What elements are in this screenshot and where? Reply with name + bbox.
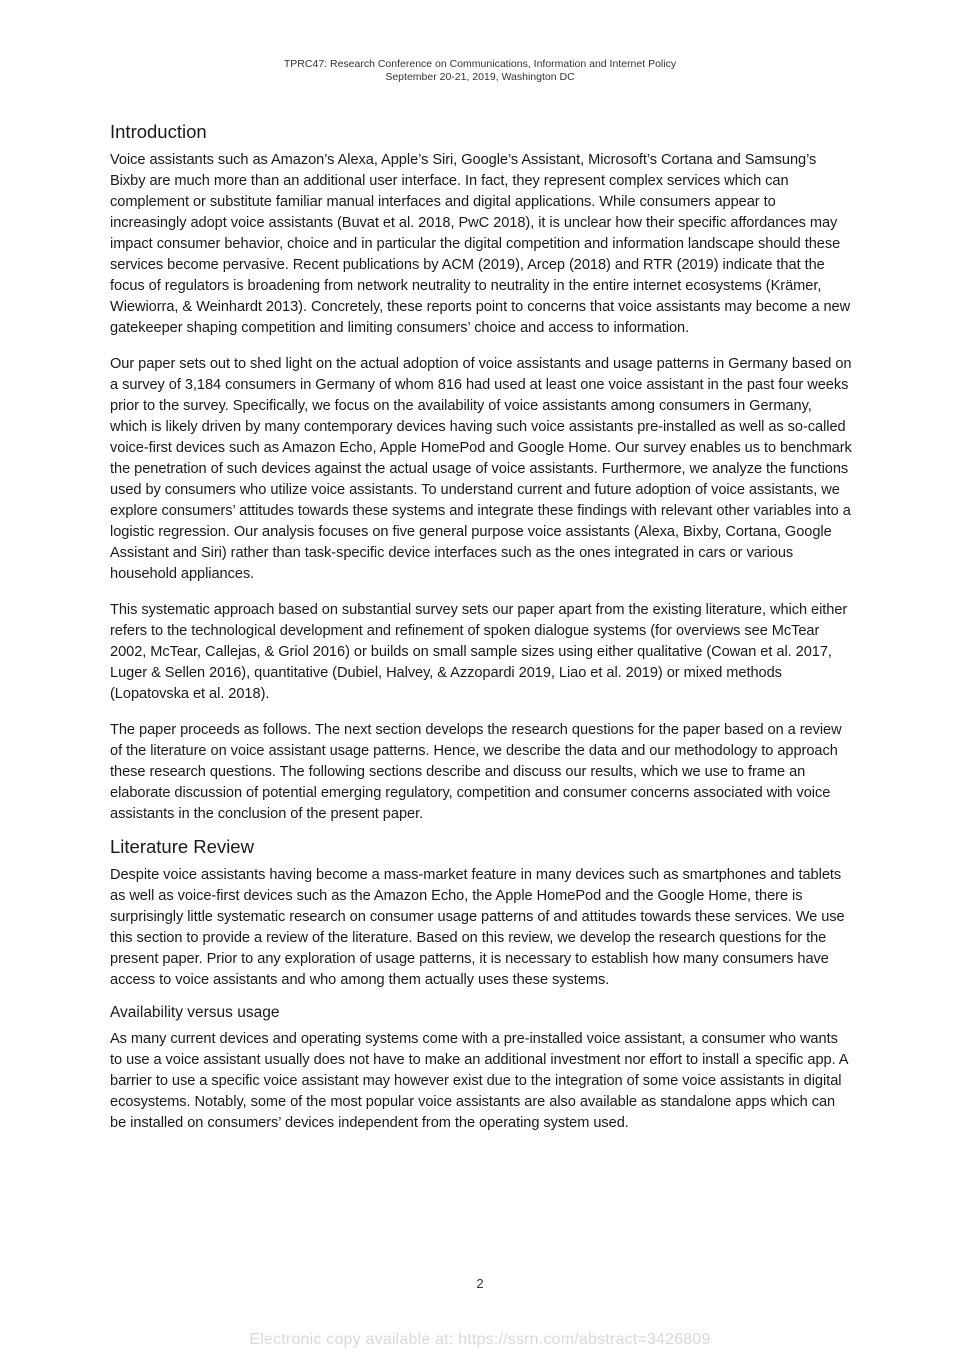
availability-subheading: Availability versus usage — [110, 1004, 280, 1021]
page-number: 2 — [476, 1276, 484, 1291]
introduction-paragraph-1: Voice assistants such as Amazon’s Alexa, Apple’s Siri, Google’s Assistant, Microsoft’s Cortana and Samsung’s Bixby are much more than an additional user interface. In fact, they represent complex services which can complement or substitute familiar manual interfaces and digital applications. While consumers appear to increasingly adopt voice assistants (Buvat et al. 2018, PwC 2018), it is unclear how their specific affordances may impact consumer behavior, choice and in particular the digital competition and information landscape should these services become pervasive. Recent publications by ACM (2019), Arcep (2018) and RTR (2019) indicate that the focus of regulators is broadening from network neutrality to neutrality in the entire internet ecosystems (Krämer, Wiewiorra, & Weinhardt 2013). Concretely, these reports point to concerns that voice assistants may become a new gatekeeper shaping competition and limiting consumers’ choice and access to information. — [110, 152, 851, 336]
header-conference-date: September 20-21, 2019, Washington DC — [385, 71, 575, 83]
introduction-paragraph-2: Our paper sets out to shed light on the actual adoption of voice assistants and usage patterns in Germany based on a survey of 3,184 consumers in Germany of whom 816 had used at least one voice assistant in the past four weeks prior to the survey. Specifically, we focus on the availability of voice assistants among consumers in Germany, which is likely driven by many contemporary devices having such voice assistants pre-installed as well as so-called voice-first devices such as Amazon Echo, Apple HomePod and Google Home. Our survey enables us to benchmark the penetration of such devices against the actual usage of voice assistants. Furthermore, we analyze the functions used by consumers who utilize voice assistants. To understand current and future adoption of voice assistants, we explore consumers’ attitudes towards these systems and integrate these findings with relevant other variables into a logistic regression. Our analysis focuses on five general purpose voice assistants (Alexa, Bixby, Cortana, Google Assistant and Siri) rather than task-specific device interfaces such as the ones integrated in cars or various household appliances. — [110, 356, 852, 582]
introduction-paragraph-3: This systematic approach based on substantial survey sets our paper apart from the existing literature, which either refers to the technological development and refinement of spoken dialogue systems (for overviews see McTear 2002, McTear, Callejas, & Griol 2016) or builds on small sample sizes using either qualitative (Cowan et al. 2017, Luger & Sellen 2016), quantitative (Dubiel, Halvey, & Azzopardi 2019, Liao et al. 2019) or mixed methods (Lopatovska et al. 2018). — [110, 602, 848, 702]
introduction-paragraph-4: The paper proceeds as follows. The next section develops the research questions for the paper based on a review of the literature on voice assistant usage patterns. Hence, we describe the data and our methodology to approach these research questions. The following sections describe and discuss our results, which we use to frame an elaborate discussion of potential emerging regulatory, competition and consumer concerns associated with voice assistants in the conclusion of the present paper. — [110, 722, 842, 822]
main-content — [110, 120, 852, 1149]
literature-review-heading: Literature Review — [110, 836, 254, 857]
availability-paragraph-1: As many current devices and operating systems come with a pre-installed voice assistant, a consumer who wants to use a voice assistant usually does not have to make an additional investment nor effort to install a specific app. A barrier to use a specific voice assistant may however exist due to the integration of some voice assistants in digital ecosystems. Notably, some of the most popular voice assistants are also available as standalone apps which can be installed on consumers’ devices independent from the operating system used. — [110, 1031, 848, 1131]
header-conference-title: TPRC47: Research Conference on Communications, Information and Internet Policy — [283, 58, 677, 70]
literature-review-paragraph-1: Despite voice assistants having become a mass-market feature in many devices such as smartphones and tablets as well as voice-first devices such as the Amazon Echo, the Apple HomePod and the Google Home, there is surprisingly little systematic research on consumer usage patterns of and attitudes towards these services. We use this section to provide a review of the literature. Based on this review, we develop the research questions for the present paper. Prior to any exploration of usage patterns, it is necessary to establish how many consumers have access to voice assistants and who among them actually uses these systems. — [110, 867, 845, 988]
introduction-heading: Introduction — [110, 121, 207, 142]
running-header — [0, 58, 960, 84]
ssrn-watermark: Electronic copy available at: https://ssrn.com/abstract=3426809 — [249, 1331, 711, 1348]
